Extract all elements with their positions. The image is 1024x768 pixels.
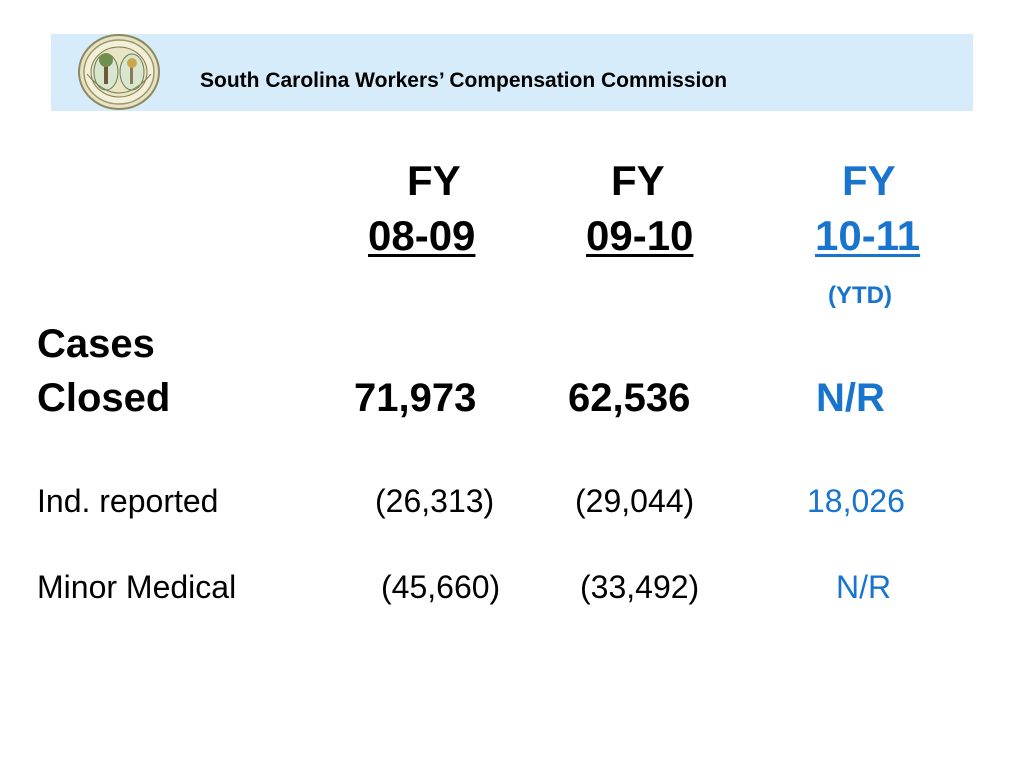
cases-closed-value-1011: N/R xyxy=(816,376,885,420)
state-seal-icon xyxy=(77,34,161,110)
col2-fy: FY xyxy=(611,157,665,204)
ind-reported-label: Ind. reported xyxy=(37,483,219,519)
col3-year: 10-11 xyxy=(815,212,921,259)
col1-fy: FY xyxy=(407,157,461,204)
ind-reported-value-1011: 18,026 xyxy=(807,483,905,519)
col3-fy: FY xyxy=(842,157,896,204)
col2-year: 09-10 xyxy=(586,212,694,259)
cases-closed-value-0910: 62,536 xyxy=(568,376,691,420)
col3-note: (YTD) xyxy=(828,282,892,309)
minor-medical-value-0809: (45,660) xyxy=(381,569,501,605)
banner-title: South Carolina Workers’ Compensation Commission xyxy=(200,69,728,92)
col1-year: 08-09 xyxy=(368,212,476,259)
minor-medical-label: Minor Medical xyxy=(37,569,237,605)
minor-medical-value-1011: N/R xyxy=(836,569,892,605)
cases-closed-value-0809: 71,973 xyxy=(354,376,477,420)
ind-reported-value-0910: (29,044) xyxy=(575,483,695,519)
minor-medical-value-0910: (33,492) xyxy=(580,569,700,605)
cases-closed-label-line2: Closed xyxy=(37,376,171,420)
header-banner xyxy=(51,34,973,111)
cases-closed-label-line1: Cases xyxy=(37,322,155,366)
ind-reported-value-0809: (26,313) xyxy=(375,483,495,519)
